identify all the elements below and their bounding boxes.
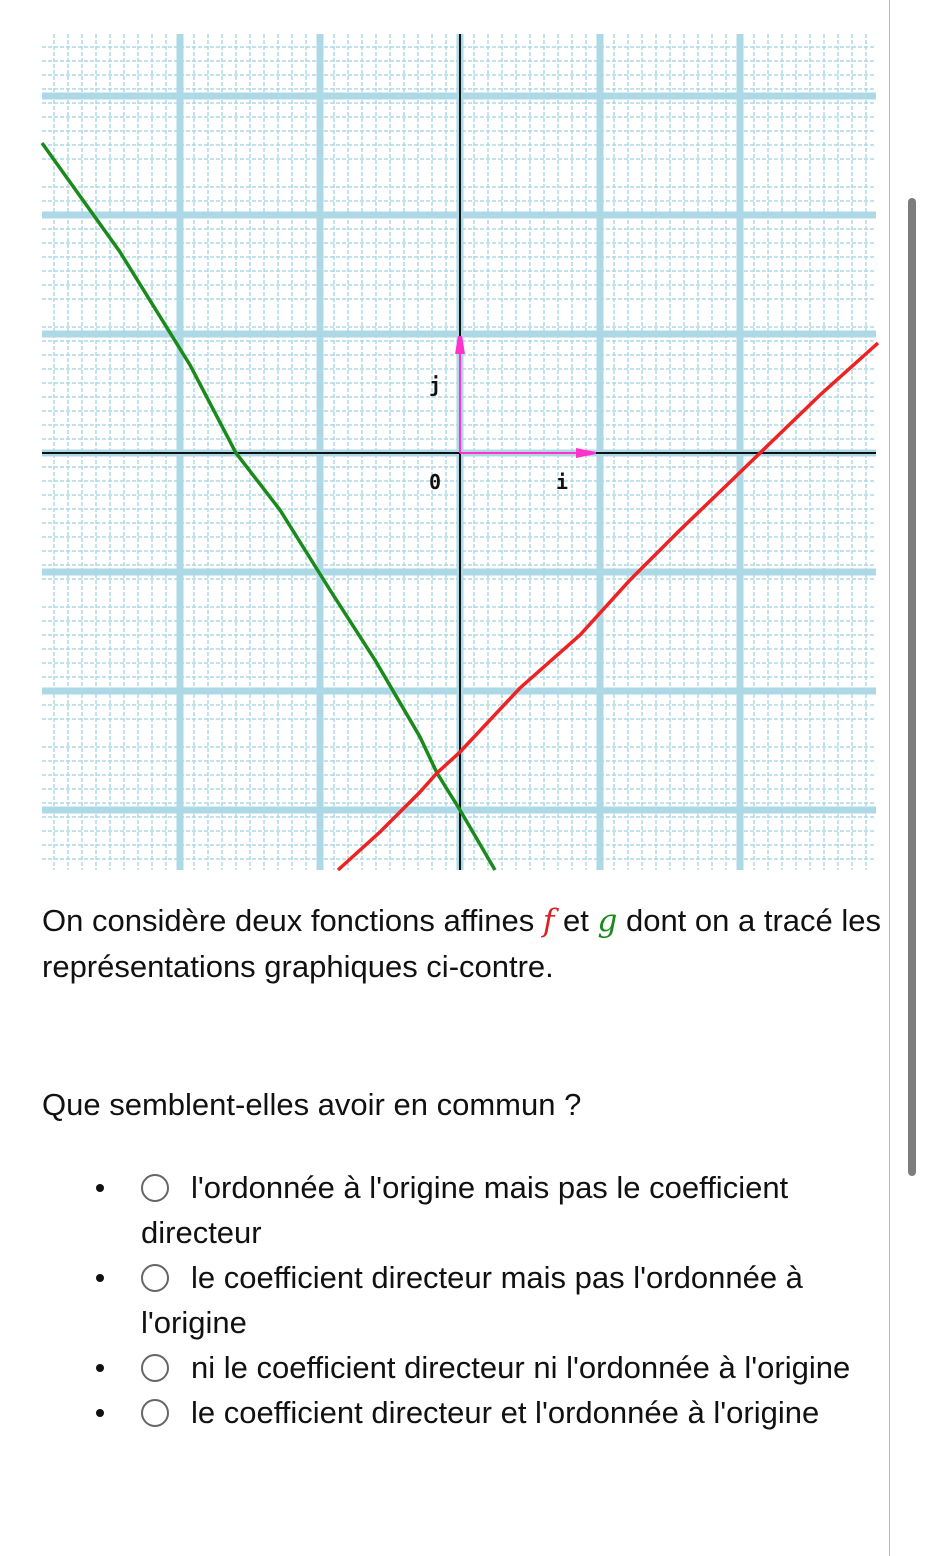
choice-label: ni le coefficient directeur ni l'ordonnée à l'origine: [191, 1350, 851, 1385]
choice-2[interactable]: [0, 1255, 880, 1345]
radio-button[interactable]: [141, 1354, 169, 1382]
question-text: [42, 898, 882, 990]
choice-1[interactable]: [0, 1165, 880, 1255]
intro-after-g: dont on a tracé les représentations graphiques ci-contre.: [42, 903, 882, 984]
choice-label: le coefficient directeur mais pas l'ordonnée à l'origine: [141, 1260, 803, 1340]
choice-3[interactable]: [0, 1345, 880, 1390]
radio-button[interactable]: [141, 1174, 169, 1202]
line-f: [338, 343, 878, 870]
choice-label: l'ordonnée à l'origine mais pas le coefficient directeur: [141, 1170, 789, 1250]
i-label: i: [556, 470, 569, 494]
function-g-symbol: g: [597, 903, 618, 939]
bullet-icon: [96, 1184, 104, 1192]
radio-button[interactable]: [141, 1264, 169, 1292]
bullet-icon: [96, 1409, 104, 1417]
bullet-icon: [96, 1364, 104, 1372]
choice-4[interactable]: [0, 1390, 880, 1435]
intro-between: et: [554, 903, 598, 938]
question-intro: [42, 898, 882, 990]
choice-label: le coefficient directeur et l'ordonnée à l'origine: [191, 1395, 820, 1430]
question-prompt: Que semblent-elles avoir en commun ?: [42, 1087, 582, 1122]
intro-before-f: On considère deux fonctions affines: [42, 903, 543, 938]
origin-label: 0: [429, 470, 442, 494]
scrollbar-thumb[interactable]: [908, 198, 916, 1176]
answer-choices: [0, 1165, 880, 1435]
radio-button[interactable]: [141, 1399, 169, 1427]
j-label: j: [429, 373, 442, 397]
bullet-icon: [96, 1274, 104, 1282]
function-f-symbol: f: [542, 903, 555, 939]
